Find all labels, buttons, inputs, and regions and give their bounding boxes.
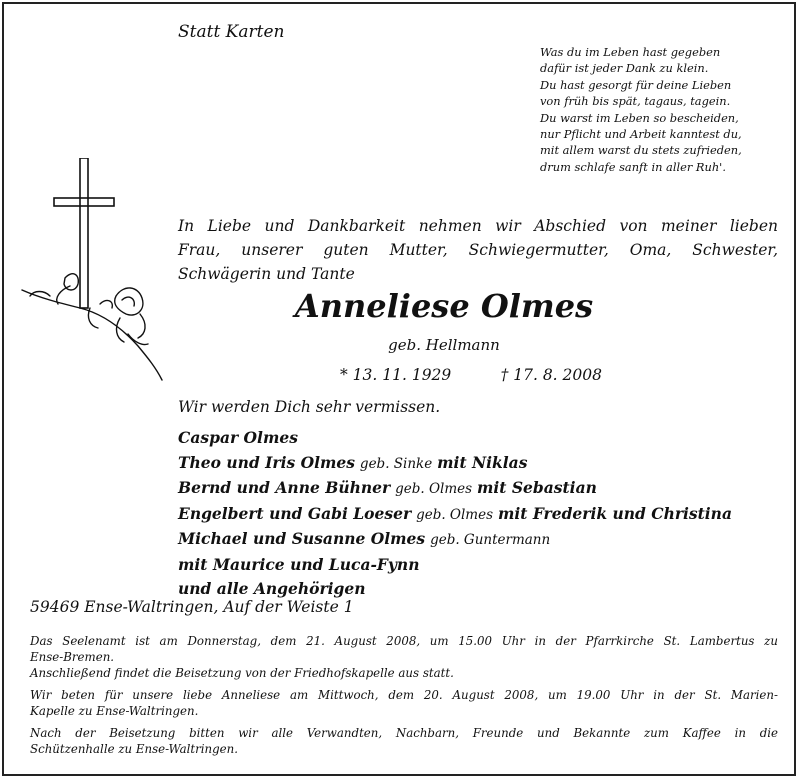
poem-line: nur Pflicht und Arbeit kanntest du, — [540, 127, 742, 142]
life-dates — [340, 366, 602, 384]
birth-date: * 13. 11. 1929 — [340, 366, 452, 384]
miss-line: Wir werden Dich sehr vermissen. — [178, 398, 441, 416]
family-line: Caspar Olmes — [178, 428, 298, 447]
poem-line: Was du im Leben hast gegeben — [540, 45, 721, 59]
maiden-name: geb. Hellmann — [388, 336, 500, 354]
intro-line: In Liebe und Dankbarkeit nehmen wir Abschied von meiner lieben — [178, 217, 778, 235]
deceased-name: Anneliese Olmes — [294, 287, 594, 325]
intro-line: Schwägerin und Tante — [178, 265, 355, 283]
family-line: Theo und Iris Olmes geb. Sinke mit Niklas — [178, 452, 528, 472]
poem — [540, 44, 790, 175]
family-line: Michael und Susanne Olmes geb. Guntermann — [178, 529, 551, 548]
note-paragraph: Nach der Beisetzung bitten wir alle Verwandten, Nachbarn, Freunde und Bekannte zum Kaffee in die Schützenhalle zu Ense-Waltringen. — [30, 726, 778, 756]
statt-karten-label: Statt Karten — [178, 22, 285, 42]
poem-line: Du warst im Leben so bescheiden, — [540, 110, 739, 125]
poem-line: drum schlafe sanft in aller Ruh'. — [540, 159, 726, 174]
family-line: Engelbert und Gabi Loeser geb. Olmes mit Frederik und Christina — [178, 503, 732, 523]
poem-line: von früh bis spät, tagaus, tagein. — [540, 94, 731, 109]
family-line: mit Maurice und Luca-Fynn — [178, 554, 420, 574]
address: 59469 Ense-Waltringen, Auf der Weiste 1 — [30, 598, 354, 616]
service-notes — [30, 633, 778, 763]
note-paragraph: Das Seelenamt ist am Donnerstag, dem 21. August 2008, um 15.00 Uhr in der Pfarrkirche St. Lambertus zu Ense-Bremen. Anschließend findet die Beisetzung von der Friedhofskapelle aus statt. — [30, 634, 778, 680]
poem-line: Du hast gesorgt für deine Lieben — [540, 77, 732, 92]
poem-line: dafür ist jeder Dank zu klein. — [540, 61, 709, 76]
death-date: † 17. 8. 2008 — [500, 366, 602, 384]
family-list — [178, 426, 732, 602]
family-line: Bernd und Anne Bühner geb. Olmes mit Sebastian — [178, 478, 597, 497]
family-line: und alle Angehörigen — [178, 579, 366, 598]
intro-line: Frau, unserer guten Mutter, Schwiegermutter, Oma, Schwester, — [178, 241, 778, 259]
intro-text — [178, 214, 778, 286]
poem-line: mit allem warst du stets zufrieden, — [540, 143, 742, 158]
note-paragraph: Wir beten für unsere liebe Anneliese am Mittwoch, dem 20. August 2008, um 19.00 Uhr in der St. Marien- Kapelle zu Ense-Waltringen. — [30, 688, 778, 718]
